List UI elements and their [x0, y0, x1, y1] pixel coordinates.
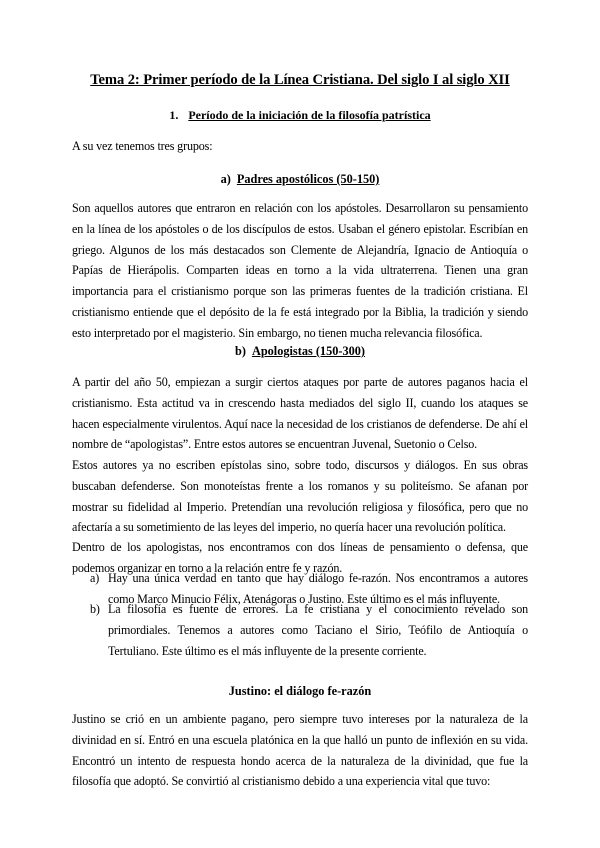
- group-a-paragraph: Son aquellos autores que entraron en relación con los apóstoles. Desarrollaron su pensamiento en la línea de los apóstoles o de los discípulos de estos. Usaban el género epistolar. Escribían en griego. Algunos de los más destacados son Clemente de Alejandría, Ignacio de Antioquía o Papías de Hierápolis. Comparten ideas en torno a la vida ultraterrena. Tienen una gran importancia para el cristianismo porque son las primeras fuentes de la tradición cristiana. El cristianismo entiende que el depósito de la fe está integrado por la Biblia, la tradición y siendo esto interpretado por el magisterio. Sin embargo, no tienen mucha relevancia filosófica.: [72, 201, 528, 340]
- section-heading-1: [0, 108, 600, 123]
- group-a-heading: [0, 172, 600, 187]
- section-label: Período de la iniciación de la filosofía patrística: [188, 108, 431, 122]
- list-marker: a): [90, 571, 100, 585]
- page-title: Tema 2: Primer período de la Línea Cristiana. Del siglo I al siglo XII: [90, 72, 510, 88]
- list-text: Hay una única verdad en tanto que hay diálogo fe-razón. Nos encontramos a autores como Marco Minucio Félix, Atenágoras o Justino. Este último es el más influyente.: [108, 571, 528, 606]
- group-b-paragraph-1: A partir del año 50, empiezan a surgir ciertos ataques por parte de autores paganos hacia el cristianismo. Esta actitud va in crescendo hasta mediados del siglo II, cuando los ataques se hacen especialmente virulentos. Aquí nace la necesidad de los cristianos de defenderse. De ahí el nombre de “apologistas”. Entre estos autores se encuentran Juvenal, Suetonio o Celso.: [72, 375, 528, 452]
- group-a-label: Padres apostólicos (50-150): [236, 172, 380, 186]
- list-text: La filosofía es fuente de errores. La fe cristiana y el conocimiento revelado son primordiales. Tenemos a autores como Taciano el Sirio, Teófilo de Antioquía o Tertuliano. Este último es el más influyente de la presente corriente.: [108, 602, 528, 658]
- intro-paragraph: A su vez tenemos tres grupos:: [72, 139, 213, 153]
- group-b-paragraph-2: Estos autores ya no escriben epístolas sino, sobre todo, discursos y diálogos. En sus obras buscaban defenderse. Son monoteístas frente a los romanos y su politeísmo. Se afanan por mostrar su fidelidad al Imperio. Pretendían una revolución religiosa y filosófica, pero que no afectaría a su sometimiento de las leyes del imperio, no quería hacer una revolución política.: [72, 458, 528, 535]
- group-b-label: Apologistas (150-300): [251, 344, 365, 358]
- group-b-paragraph-3: Dentro de los apologistas, nos encontramos con dos líneas de pensamiento o defensa, que podemos organizar en torno a la relación entre fe y razón.: [72, 540, 528, 575]
- group-b-marker: b): [235, 344, 246, 358]
- list-marker: b): [90, 602, 100, 616]
- justino-paragraph: Justino se crió en un ambiente pagano, pero siempre tuvo intereses por la naturaleza de la divinidad en sí. Entró en una escuela platónica en la que halló un punto de inflexión en su vida. Encontró un intento de respuesta hondo acerca de la naturaleza de la divinidad, que fue la filosofía que adoptó. Se convirtió al cristianismo debido a una experiencia vital que tuvo:: [72, 712, 528, 789]
- group-b-heading: [0, 344, 600, 359]
- justino-heading: Justino: el diálogo fe-razón: [228, 684, 372, 698]
- section-number: 1.: [169, 108, 179, 122]
- group-a-marker: a): [220, 172, 231, 186]
